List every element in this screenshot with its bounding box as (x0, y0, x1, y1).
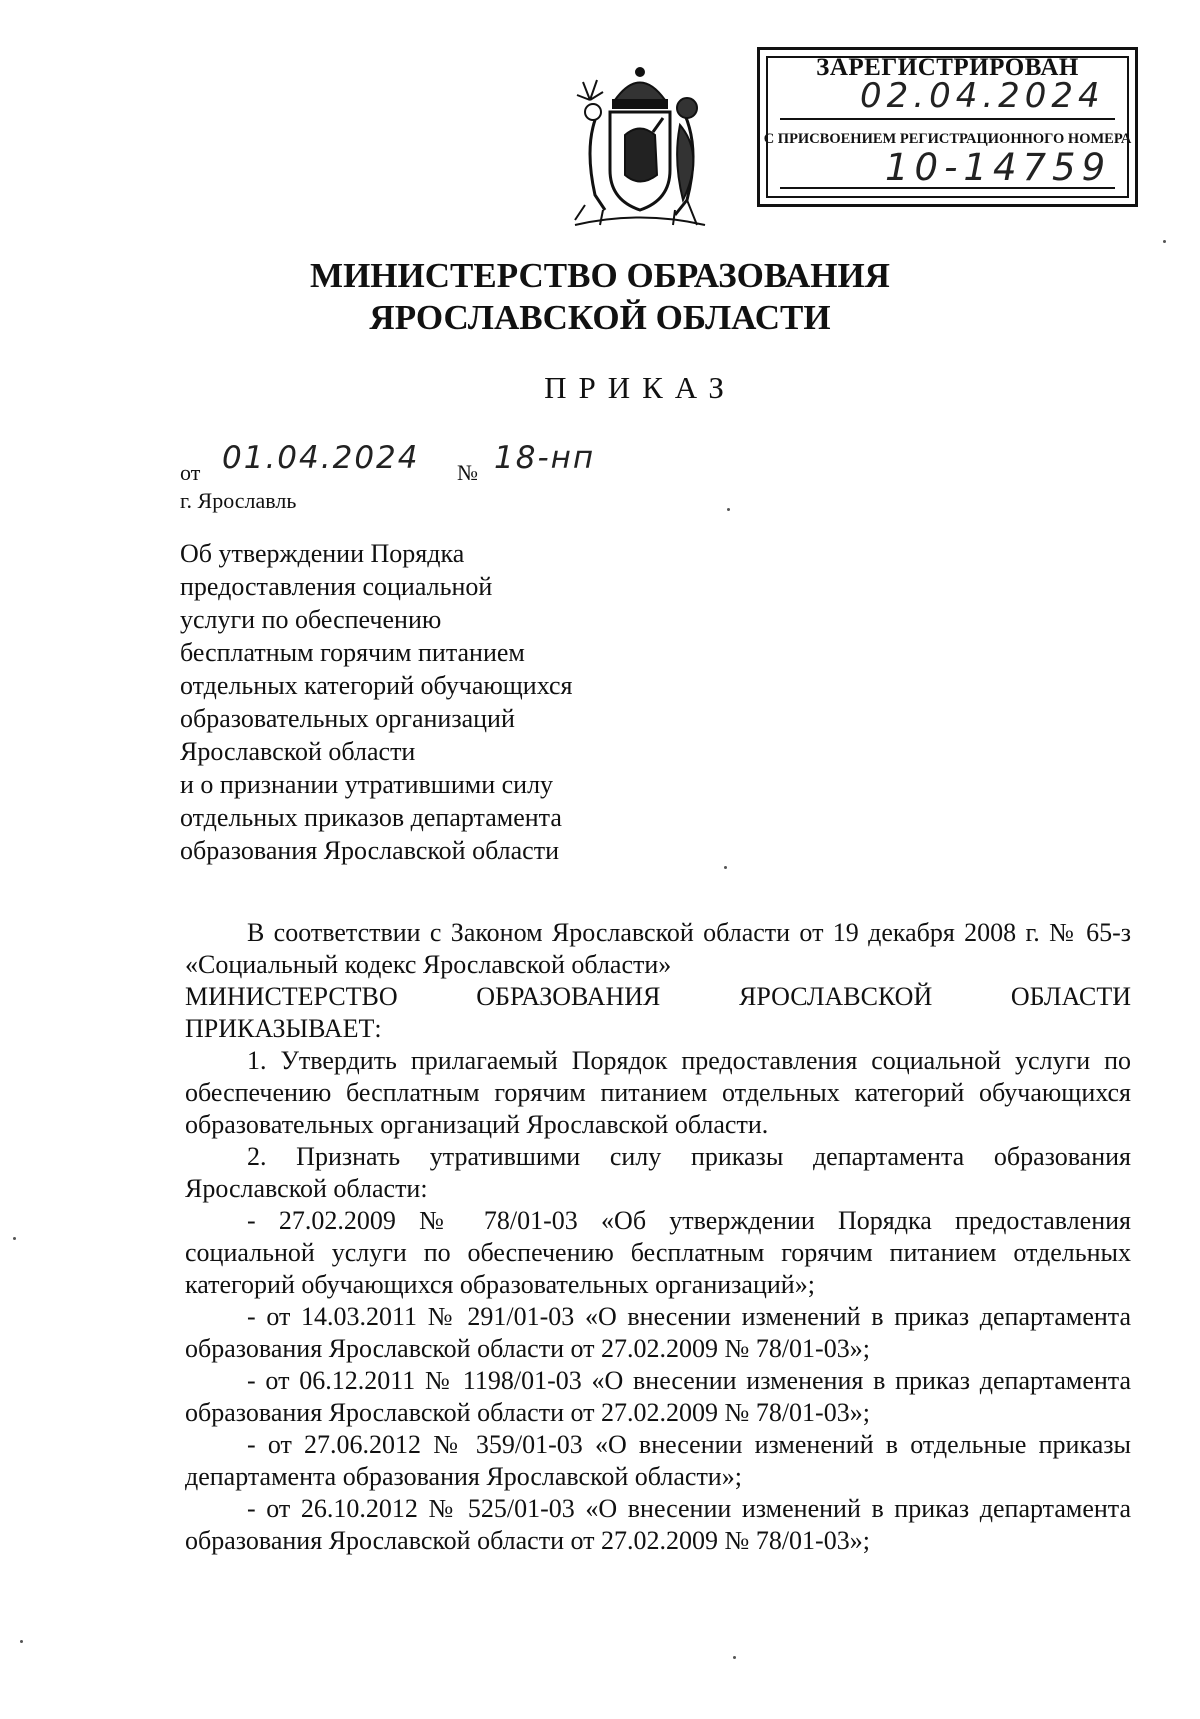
order-number: 18-нп (494, 440, 596, 476)
registration-stamp (757, 47, 1138, 207)
scan-speck (724, 866, 727, 869)
ministry-caps-row (185, 981, 1131, 1013)
stamp-registration-date: 02.04.2024 (860, 76, 1105, 116)
preamble: В соответствии с Законом Ярославской области от 19 декабря 2008 г. № 65-з «Социальный кодекс Ярославской области» (185, 918, 1131, 979)
number-label: № (457, 460, 478, 485)
subject-line: образования Ярославской области (180, 836, 559, 865)
date-label: от (180, 460, 201, 485)
repealed-order: - от 26.10.2012 № 525/01-03 «О внесении изменений в приказ департамента образования Ярославской области от 27.02.2009 № 78/01-03»; (185, 1494, 1131, 1555)
caps-word: ОБРАЗОВАНИЯ (476, 982, 661, 1011)
repealed-order: - от 27.06.2012 № 359/01-03 «О внесении изменений в отдельные приказы департамента образования Ярославской области»; (185, 1430, 1131, 1491)
stamp-registration-number: 10-14759 (885, 146, 1112, 189)
stamp-subtitle: С ПРИСВОЕНИЕМ РЕГИСТРАЦИОННОГО НОМЕРА (763, 131, 1132, 147)
repealed-order: - от 06.12.2011 № 1198/01-03 «О внесении изменения в приказ департамента образования Ярославской области от 27.02.2009 № 78/01-03»; (185, 1366, 1131, 1427)
stamp-title: ЗАРЕГИСТРИРОВАН (816, 54, 1079, 81)
repealed-order: - 27.02.2009 № 78/01-03 «Об утверждении Порядка предоставления социальной услуги по обеспечению бесплатным горячим питанием отдельных категорий обучающихся образовательных организаций»; (185, 1206, 1131, 1299)
ministry-title-line2: ЯРОСЛАВСКОЙ ОБЛАСТИ (369, 298, 831, 337)
subject-line: услуги по обеспечению (180, 605, 442, 634)
stamp-divider (780, 187, 1115, 189)
scan-speck (1163, 240, 1166, 243)
ministry-title-line1: МИНИСТЕРСТВО ОБРАЗОВАНИЯ (310, 256, 890, 295)
order-subject (180, 537, 680, 867)
subject-line: отдельных приказов департамента (180, 803, 562, 832)
document-type: ПРИКАЗ (544, 370, 736, 405)
orders-word: ПРИКАЗЫВАЕТ: (185, 1014, 382, 1043)
subject-line: и о признании утратившими силу (180, 770, 554, 799)
city: г. Ярославль (180, 488, 297, 513)
scan-speck (733, 1656, 736, 1659)
subject-line: отдельных категорий обучающихся (180, 671, 573, 700)
item-1: 1. Утвердить прилагаемый Порядок предоставления социальной услуги по обеспечению бесплатным горячим питанием отдельных категорий обучающихся образовательных организаций Ярославской области. (185, 1046, 1131, 1139)
subject-line: образовательных организаций (180, 704, 515, 733)
caps-word: ОБЛАСТИ (1010, 982, 1131, 1011)
order-body (185, 917, 1131, 1557)
item-2: 2. Признать утратившими силу приказы департамента образования Ярославской области: (185, 1142, 1131, 1203)
coat-of-arms-icon (555, 60, 725, 230)
caps-word: ЯРОСЛАВСКОЙ (738, 982, 933, 1011)
scan-speck (20, 1640, 23, 1643)
order-date: 01.04.2024 (222, 440, 420, 476)
scan-speck (13, 1237, 16, 1240)
subject-line: бесплатным горячим питанием (180, 638, 525, 667)
scan-speck (727, 508, 730, 511)
subject-line: Ярославской области (180, 737, 416, 766)
subject-line: Об утверждении Порядка (180, 539, 465, 568)
subject-line: предоставления социальной (180, 572, 493, 601)
caps-word: МИНИСТЕРСТВО (185, 982, 398, 1011)
stamp-divider (780, 118, 1115, 120)
repealed-order: - от 14.03.2011 № 291/01-03 «О внесении изменений в приказ департамента образования Ярославской области от 27.02.2009 № 78/01-03»; (185, 1302, 1131, 1363)
